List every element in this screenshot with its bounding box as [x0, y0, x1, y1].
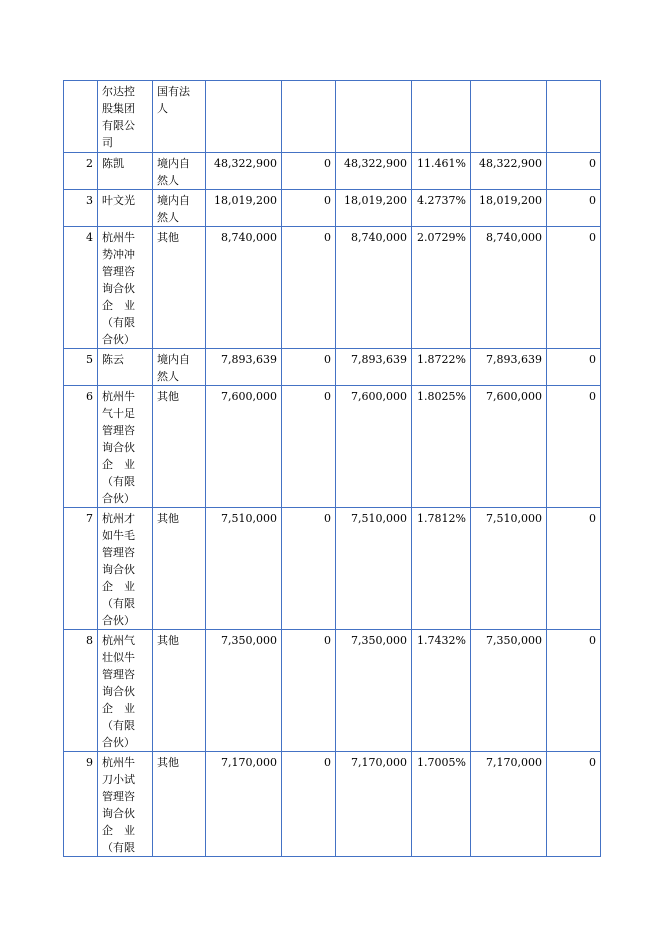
row-index-cell: [64, 386, 98, 508]
shares-end-cell: [336, 153, 412, 190]
shares-begin: 48,322,900: [214, 157, 277, 170]
pledged-shares: 0: [589, 634, 596, 647]
shareholder-name: 叶文光: [102, 194, 135, 207]
shareholder-name-cell: [98, 752, 153, 857]
shareholding-ratio-cell: [412, 153, 471, 190]
table-row: [64, 386, 601, 508]
shareholding-ratio-cell: [412, 508, 471, 630]
row-index-cell: [64, 227, 98, 349]
shareholder-type: 境内自 然人: [157, 353, 190, 383]
table-row: [64, 153, 601, 190]
shares-begin: 8,740,000: [221, 231, 277, 244]
pledged-shares-cell: [547, 752, 601, 857]
shares-change-cell: [282, 386, 336, 508]
shareholder-name-cell: [98, 153, 153, 190]
shareholding-ratio: 1.7005%: [417, 756, 466, 769]
pledged-shares: 0: [589, 390, 596, 403]
row-index: 2: [86, 157, 93, 170]
pledged-shares: 0: [589, 231, 596, 244]
shareholding-ratio-cell: [412, 81, 471, 153]
shares-end: 7,170,000: [351, 756, 407, 769]
shares-change: 0: [324, 157, 331, 170]
shares-begin-cell: [206, 630, 282, 752]
pledged-shares: 0: [589, 512, 596, 525]
row-index-cell: [64, 153, 98, 190]
shareholder-name: 陈凯: [102, 157, 124, 170]
shareholding-ratio: 1.7432%: [417, 634, 466, 647]
shares-end: 7,600,000: [351, 390, 407, 403]
shareholder-type: 其他: [157, 512, 179, 525]
pledged-shares-cell: [547, 349, 601, 386]
shares-end-cell: [336, 227, 412, 349]
shares-begin-cell: [206, 190, 282, 227]
shares-change: 0: [324, 390, 331, 403]
shares-change: 0: [324, 634, 331, 647]
shares-change-cell: [282, 752, 336, 857]
table-row: [64, 349, 601, 386]
restricted-shares: 7,350,000: [486, 634, 542, 647]
restricted-shares-cell: [471, 190, 547, 227]
shares-begin-cell: [206, 81, 282, 153]
shareholder-name-cell: [98, 630, 153, 752]
shareholding-ratio: 2.0729%: [417, 231, 466, 244]
pledged-shares-cell: [547, 81, 601, 153]
shares-begin: 7,350,000: [221, 634, 277, 647]
shares-begin: 7,600,000: [221, 390, 277, 403]
shareholder-type: 其他: [157, 634, 179, 647]
shares-end-cell: [336, 190, 412, 227]
shares-change-cell: [282, 227, 336, 349]
shareholder-type-cell: [153, 227, 206, 349]
shareholding-ratio: 4.2737%: [417, 194, 466, 207]
pledged-shares-cell: [547, 190, 601, 227]
restricted-shares-cell: [471, 752, 547, 857]
shares-change: 0: [324, 231, 331, 244]
shareholder-name: 杭州才 如牛毛 管理咨 询合伙 企 业 （有限 合伙）: [102, 512, 135, 627]
shareholder-type-cell: [153, 386, 206, 508]
shareholding-ratio-cell: [412, 227, 471, 349]
shareholding-ratio: 1.7812%: [417, 512, 466, 525]
shares-change-cell: [282, 630, 336, 752]
restricted-shares-cell: [471, 508, 547, 630]
shares-change: 0: [324, 512, 331, 525]
pledged-shares-cell: [547, 227, 601, 349]
shareholder-type-cell: [153, 508, 206, 630]
shares-begin-cell: [206, 227, 282, 349]
shares-end-cell: [336, 81, 412, 153]
row-index-cell: [64, 630, 98, 752]
shareholder-type: 其他: [157, 231, 179, 244]
shareholder-name-cell: [98, 386, 153, 508]
shareholder-type-cell: [153, 190, 206, 227]
shares-end: 7,350,000: [351, 634, 407, 647]
shares-change-cell: [282, 81, 336, 153]
shares-change-cell: [282, 153, 336, 190]
restricted-shares-cell: [471, 153, 547, 190]
shares-end: 7,510,000: [351, 512, 407, 525]
shareholder-type-cell: [153, 349, 206, 386]
pledged-shares-cell: [547, 630, 601, 752]
shares-begin: 7,170,000: [221, 756, 277, 769]
shareholder-type-cell: [153, 752, 206, 857]
pledged-shares: 0: [589, 756, 596, 769]
restricted-shares-cell: [471, 349, 547, 386]
row-index: 6: [86, 390, 93, 403]
table-row: [64, 227, 601, 349]
shares-end-cell: [336, 752, 412, 857]
shareholding-ratio-cell: [412, 349, 471, 386]
shares-begin: 18,019,200: [214, 194, 277, 207]
row-index-cell: [64, 349, 98, 386]
shareholder-table: [63, 80, 601, 857]
shares-end-cell: [336, 508, 412, 630]
restricted-shares-cell: [471, 630, 547, 752]
shareholder-type: 境内自 然人: [157, 194, 190, 224]
shares-begin: 7,510,000: [221, 512, 277, 525]
shares-change: 0: [324, 194, 331, 207]
shares-end: 48,322,900: [344, 157, 407, 170]
restricted-shares: 8,740,000: [486, 231, 542, 244]
table-row: [64, 508, 601, 630]
row-index-cell: [64, 190, 98, 227]
pledged-shares-cell: [547, 386, 601, 508]
shares-begin: 7,893,639: [221, 353, 277, 366]
restricted-shares: 7,893,639: [486, 353, 542, 366]
shares-end-cell: [336, 386, 412, 508]
restricted-shares: 48,322,900: [479, 157, 542, 170]
shareholder-type: 国有法 人: [157, 85, 190, 115]
shareholder-name: 陈云: [102, 353, 124, 366]
shareholder-name: 杭州牛 气十足 管理咨 询合伙 企 业 （有限 合伙）: [102, 390, 135, 505]
shares-end: 7,893,639: [351, 353, 407, 366]
shares-end-cell: [336, 630, 412, 752]
shareholder-type-cell: [153, 630, 206, 752]
table-row: [64, 752, 601, 857]
shares-end: 8,740,000: [351, 231, 407, 244]
restricted-shares: 7,600,000: [486, 390, 542, 403]
shares-begin-cell: [206, 349, 282, 386]
shares-begin-cell: [206, 386, 282, 508]
shareholder-type: 其他: [157, 390, 179, 403]
table-row: [64, 81, 601, 153]
shareholder-type: 境内自 然人: [157, 157, 190, 187]
shares-change: 0: [324, 353, 331, 366]
pledged-shares: 0: [589, 353, 596, 366]
row-index: 3: [86, 194, 93, 207]
pledged-shares-cell: [547, 508, 601, 630]
row-index: 9: [86, 756, 93, 769]
pledged-shares: 0: [589, 194, 596, 207]
pledged-shares: 0: [589, 157, 596, 170]
table-row: [64, 630, 601, 752]
row-index: 4: [86, 231, 93, 244]
shares-change-cell: [282, 508, 336, 630]
shareholder-name-cell: [98, 81, 153, 153]
shares-change-cell: [282, 190, 336, 227]
shareholding-ratio-cell: [412, 752, 471, 857]
restricted-shares: 18,019,200: [479, 194, 542, 207]
restricted-shares-cell: [471, 81, 547, 153]
pledged-shares-cell: [547, 153, 601, 190]
shares-begin-cell: [206, 752, 282, 857]
shareholder-name: 杭州气 壮似牛 管理咨 询合伙 企 业 （有限 合伙）: [102, 634, 135, 749]
shareholder-type: 其他: [157, 756, 179, 769]
shareholder-name-cell: [98, 508, 153, 630]
shareholding-ratio-cell: [412, 386, 471, 508]
shares-end: 18,019,200: [344, 194, 407, 207]
shareholder-name: 杭州牛 刀小试 管理咨 询合伙 企 业 （有限: [102, 756, 135, 854]
shareholder-name: 尔达控 股集团 有限公 司: [102, 85, 135, 149]
row-index-cell: [64, 81, 98, 153]
row-index: 8: [86, 634, 93, 647]
restricted-shares: 7,510,000: [486, 512, 542, 525]
shareholding-ratio: 1.8722%: [417, 353, 466, 366]
row-index-cell: [64, 752, 98, 857]
shares-end-cell: [336, 349, 412, 386]
shareholding-ratio-cell: [412, 190, 471, 227]
shareholder-type-cell: [153, 81, 206, 153]
shareholder-type-cell: [153, 153, 206, 190]
restricted-shares: 7,170,000: [486, 756, 542, 769]
shareholding-ratio: 11.461%: [417, 157, 466, 170]
restricted-shares-cell: [471, 386, 547, 508]
table-row: [64, 190, 601, 227]
shares-change: 0: [324, 756, 331, 769]
restricted-shares-cell: [471, 227, 547, 349]
shareholder-name-cell: [98, 190, 153, 227]
row-index: 5: [86, 353, 93, 366]
row-index-cell: [64, 508, 98, 630]
shares-begin-cell: [206, 153, 282, 190]
shareholding-ratio-cell: [412, 630, 471, 752]
shareholder-name: 杭州牛 势冲冲 管理咨 询合伙 企 业 （有限 合伙）: [102, 231, 135, 346]
shares-begin-cell: [206, 508, 282, 630]
shareholding-ratio: 1.8025%: [417, 390, 466, 403]
shareholder-name-cell: [98, 227, 153, 349]
row-index: 7: [86, 512, 93, 525]
shares-change-cell: [282, 349, 336, 386]
shareholder-name-cell: [98, 349, 153, 386]
